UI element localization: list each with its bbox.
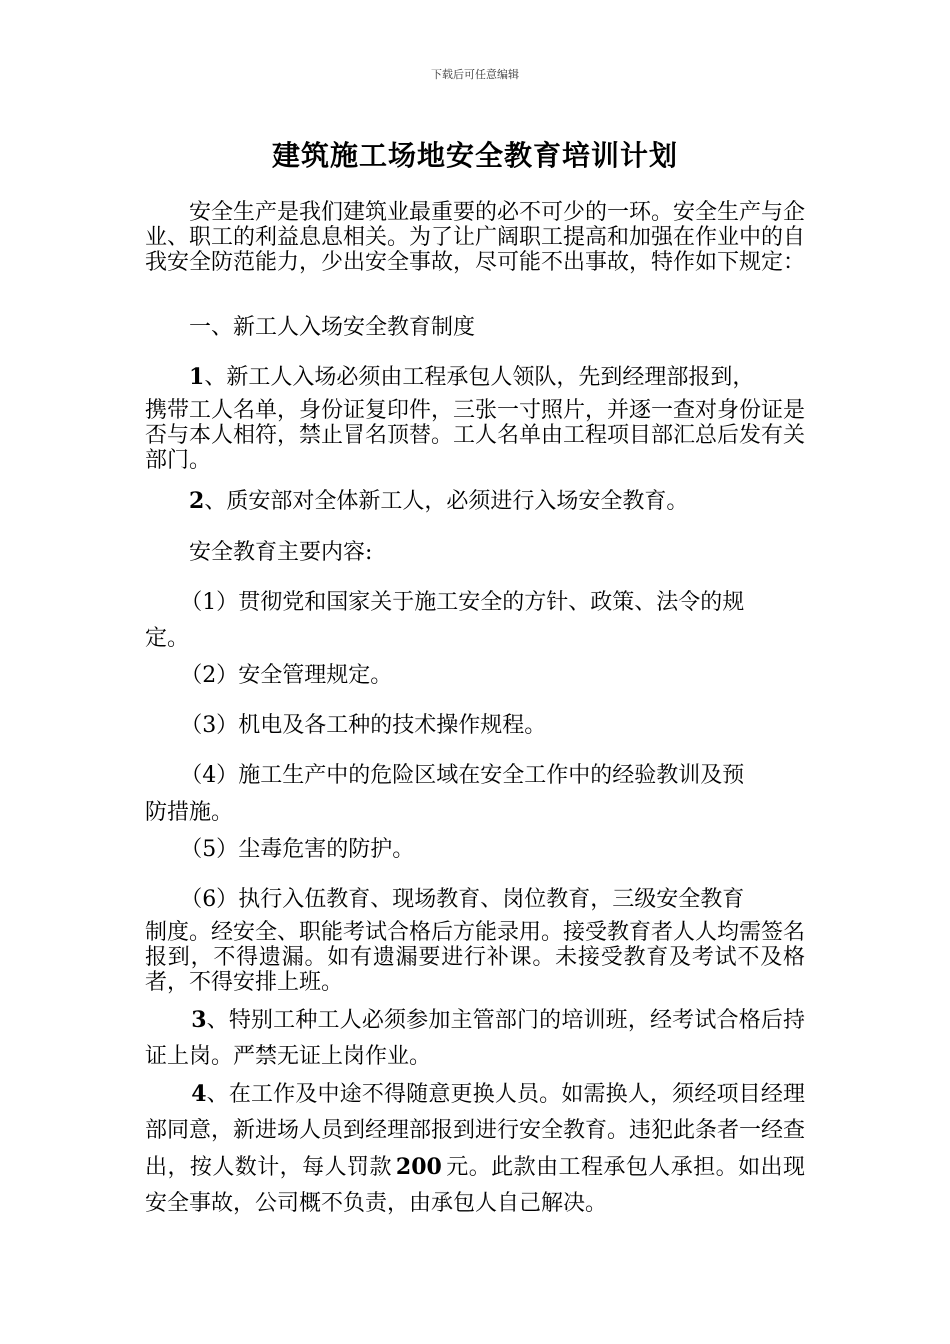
content-item-1-number: （1） bbox=[180, 590, 239, 615]
item-4 bbox=[145, 1076, 805, 1222]
content-item-6-continuation: 制度。经安全、职能考试合格后方能录用。接受教育者人人均需签名报到，不得遗漏。如有遗漏要进行补课。未接受教育及考试不及格者，不得安排上班。 bbox=[145, 920, 806, 995]
item-1-line-1: 、新工人入场必须由工程承包人领队，先到经理部报到， bbox=[204, 365, 755, 390]
item-4-text-b: 元。此款由工程承包人承担。如出现安全事故，公司概不负责，由承包人自己解决。 bbox=[145, 1155, 805, 1216]
content-item-6 bbox=[145, 882, 805, 913]
content-item-4-line-1: 施工生产中的危险区域在安全工作中的经验教训及预 bbox=[238, 763, 745, 788]
page-header-note: 下载后可任意编辑 bbox=[431, 68, 519, 81]
document-title: 建筑施工场地安全教育培训计划 bbox=[271, 139, 678, 172]
content-item-1 bbox=[145, 585, 805, 616]
content-item-6-number: （6） bbox=[180, 887, 239, 912]
item-4-text-a: 、在工作及中途不得随意更换人员。如需换人，须经项目经理部同意，新进场人员到经理部报到进行安全教育。违犯此条者一经查出，按人数计，每人罚款 bbox=[145, 1082, 806, 1180]
content-item-3-number: （3） bbox=[180, 713, 239, 738]
content-heading: 安全教育主要内容: bbox=[189, 540, 373, 565]
content-item-4-line-2: 防措施。 bbox=[145, 800, 234, 825]
content-item-3 bbox=[145, 708, 805, 739]
content-item-1-line-1: 贯彻党和国家关于施工安全的方针、政策、法令的规 bbox=[238, 590, 745, 615]
content-item-6-line-1: 执行入伍教育、现场教育、岗位教育，三级安全教育 bbox=[238, 887, 745, 912]
content-item-2 bbox=[145, 658, 805, 689]
item-2-text: 、质安部对全体新工人，必须进行入场安全教育。 bbox=[204, 489, 689, 514]
item-1-first-line bbox=[145, 360, 805, 391]
content-item-2-number: （2） bbox=[180, 663, 239, 688]
content-item-1-line-2: 定。 bbox=[145, 626, 190, 651]
item-4-number: 4 bbox=[191, 1081, 207, 1107]
content-item-3-text: 机电及各工种的技术操作规程。 bbox=[238, 713, 547, 738]
content-item-5 bbox=[145, 832, 805, 863]
item-3-text: 、特别工种工人必须参加主管部门的培训班，经考试合格后持证上岗。严禁无证上岗作业。 bbox=[145, 1008, 805, 1069]
content-item-5-text: 尘毒危害的防护。 bbox=[238, 837, 415, 862]
item-3 bbox=[145, 1002, 805, 1075]
content-item-5-number: （5） bbox=[180, 837, 239, 862]
item-3-number: 3 bbox=[191, 1007, 207, 1033]
item-1-number: 1 bbox=[189, 364, 205, 390]
item-1-continuation: 携带工人名单，身份证复印件，三张一寸照片，并逐一查对身份证是否与本人相符，禁止冒名顶替。工人名单由工程项目部汇总后发有关部门。 bbox=[145, 398, 806, 473]
content-item-4 bbox=[145, 758, 805, 789]
content-item-4-number: （4） bbox=[180, 763, 239, 788]
item-2 bbox=[145, 484, 805, 515]
item-2-number: 2 bbox=[189, 488, 205, 514]
content-item-2-text: 安全管理规定。 bbox=[238, 663, 393, 688]
item-4-amount: 200 bbox=[395, 1154, 442, 1180]
intro-paragraph: 安全生产是我们建筑业最重要的必不可少的一环。安全生产与企业、职工的利益息息相关。为了让广阔职工提高和加强在作业中的自我安全防范能力，少出安全事故，尽可能不出事故，特作如下规定： bbox=[145, 200, 806, 275]
section-heading-1: 一、新工人入场安全教育制度 bbox=[189, 315, 476, 340]
